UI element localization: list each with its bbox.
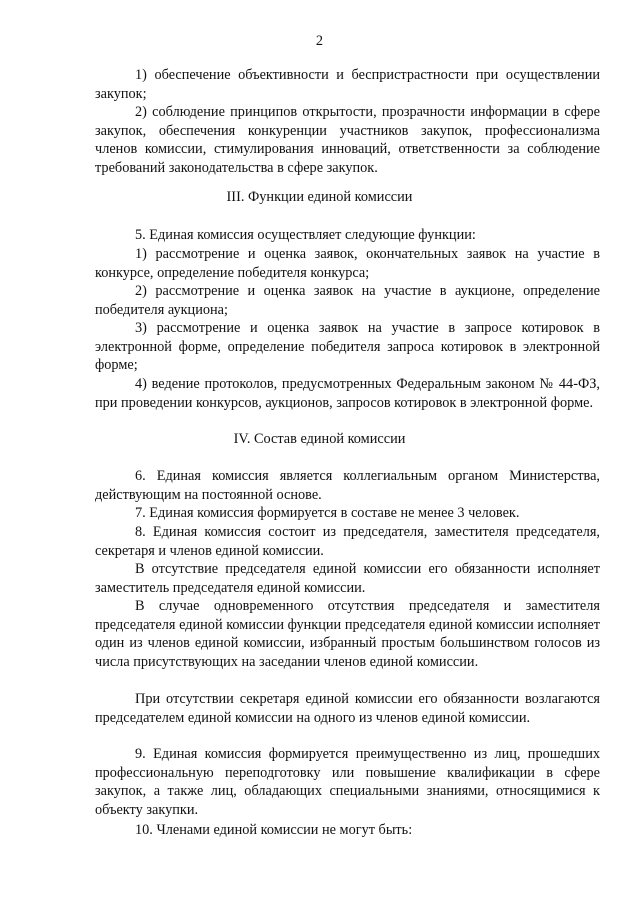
paragraph-10: 10. Членами единой комиссии не могут быть: xyxy=(135,822,413,838)
paragraph-8-simultaneous-absence: В случае одновременного отсутствия председателя и заместителя председателя единой комиссии функции председателя единой комиссии исполняет один из членов единой комиссии, избранный простым большинством голосов из числа присутствующих на заседании членов единой комиссии. xyxy=(95,598,600,670)
paragraph-5-item-3: 3) рассмотрение и оценка заявок на участие в запросе котировок в электронной форме, определение победителя запроса котировок в электронной форме; xyxy=(95,320,600,374)
paragraph-5: 5. Единая комиссия осуществляет следующие функции: xyxy=(135,227,476,243)
paragraph-5-item-4: 4) ведение протоколов, предусмотренных Федеральным законом № 44-ФЗ, при проведении конкурсов, аукционов, запросов котировок в электронной форме. xyxy=(95,376,600,411)
paragraph-8: 8. Единая комиссия состоит из председателя, заместителя председателя, секретаря и членов единой комиссии. xyxy=(95,524,600,559)
page-number: 2 xyxy=(315,33,324,49)
paragraph-5-item-2: 2) рассмотрение и оценка заявок на участие в аукционе, определение победителя аукциона; xyxy=(95,283,600,318)
paragraph-goal-1: 1) обеспечение объективности и беспристрастности при осуществлении закупок; xyxy=(95,67,600,102)
paragraph-5-item-1: 1) рассмотрение и оценка заявок, окончательных заявок на участие в конкурсе, определение победителя конкурса; xyxy=(95,246,600,281)
paragraph-6: 6. Единая комиссия является коллегиальным органом Министерства, действующим на постоянной основе. xyxy=(95,468,600,503)
paragraph-goal-2: 2) соблюдение принципов открытости, прозрачности информации в сфере закупок, обеспечения конкуренции участников закупок, профессионализма членов комиссии, стимулирования инноваций, ответственности за соблюдение требований законодательства в сфере закупок. xyxy=(95,104,600,176)
section-3-heading: III. Функции единой комиссии xyxy=(226,189,413,205)
section-4-heading: IV. Состав единой комиссии xyxy=(233,431,406,447)
paragraph-9: 9. Единая комиссия формируется преимущественно из лиц, прошедших профессиональную переподготовку или повышение квалификации в сфере закупок, а также лиц, обладающих специальными знаниями, относящимися к объекту закупки. xyxy=(95,746,600,818)
paragraph-7: 7. Единая комиссия формируется в составе не менее 3 человек. xyxy=(135,505,520,521)
paragraph-8-absence-chair: В отсутствие председателя единой комиссии его обязанности исполняет заместитель председателя единой комиссии. xyxy=(95,561,600,596)
paragraph-8-absence-secretary: При отсутствии секретаря единой комиссии его обязанности возлагаются председателем единой комиссии на одного из членов единой комиссии. xyxy=(95,691,600,726)
